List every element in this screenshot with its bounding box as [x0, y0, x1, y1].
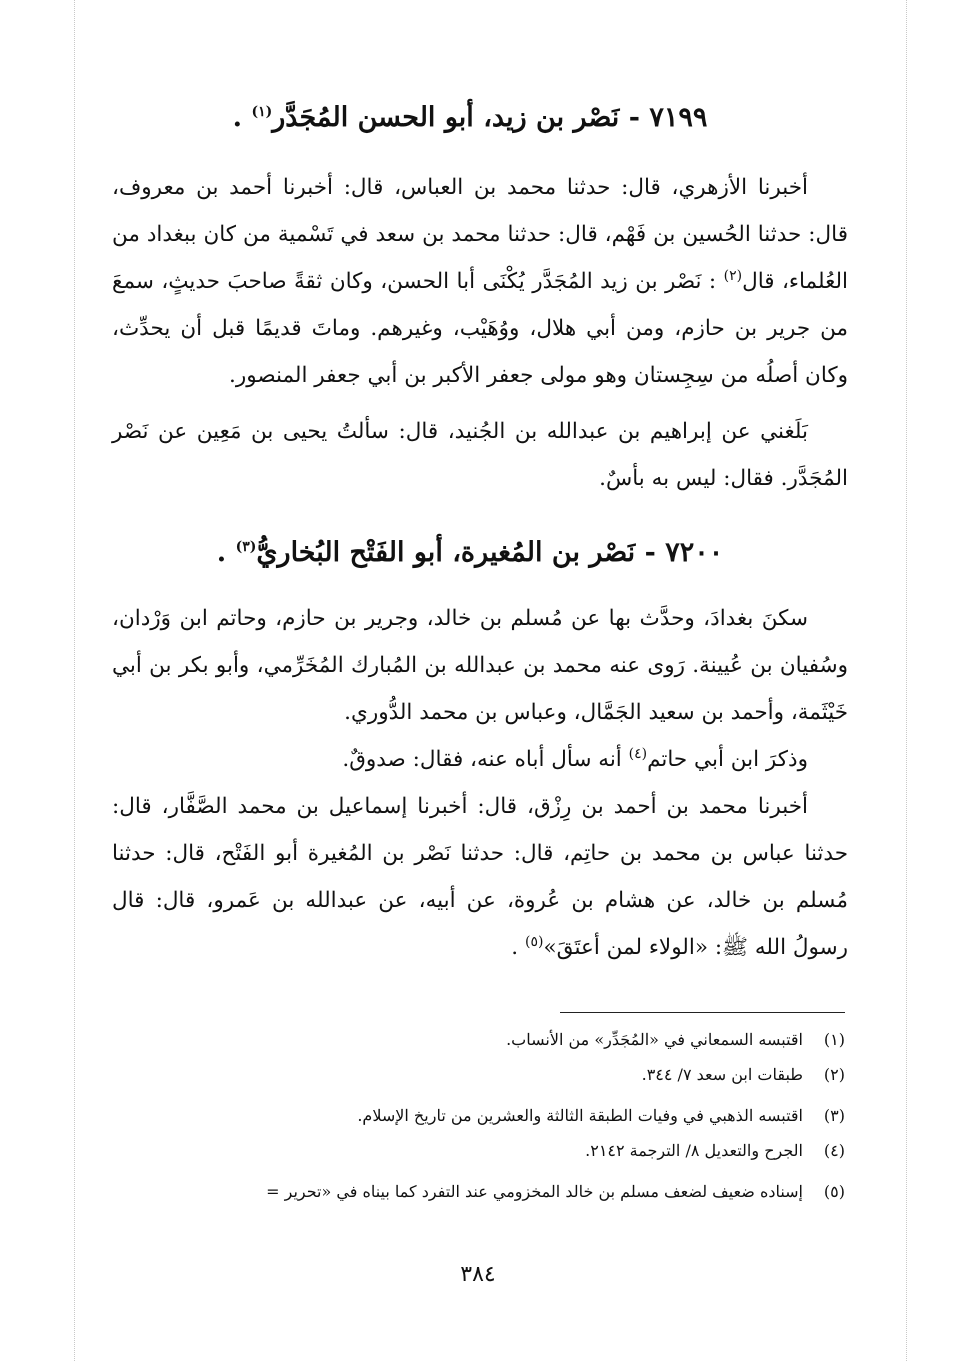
footnote-text: اقتبسه الذهبي في وفيات الطبقة الثالثة والعشرين من تاريخ الإسلام.	[357, 1106, 803, 1125]
footnote-ref: (٣)	[235, 539, 257, 555]
entry-title-end: .	[232, 102, 252, 133]
footnote-item	[100, 1133, 845, 1168]
footnote-ref: (٢)	[723, 267, 743, 284]
entry-title-end: .	[216, 537, 236, 568]
paragraph-text: : نَصْر بن زيد المُجَدَّر يُكْنَى أبا الحسن، وكان ثقةً صاحبَ حديثٍ، سمعَ من جرير بن حازم، ومن أبي هلال، ووُهَيْب، وغيرهم. وماتَ قديمًا قبل أن يحدِّث، وكان أصلُه من سِجِستان وهو مولى جعفر الأكبر بن أبي جعفر المنصور.	[112, 269, 848, 388]
margin-dots-right	[906, 0, 907, 1361]
footnote-item	[100, 1022, 845, 1057]
entry-title-text: ٧١٩٩ - نَصْر بن زيد، أبو الحسن المُجَدَّر	[272, 102, 708, 133]
footnote-number: (٣)	[823, 1106, 845, 1125]
paragraph-text: وذكرَ ابن أبي حاتم	[647, 747, 808, 772]
entry-body-7199	[112, 164, 848, 502]
footnote-text: إسناده ضعيف لضعف مسلم بن خالد المخزومي عند التفرد كما بيناه في «تحرير =	[266, 1182, 803, 1201]
entry-title-text: ٧٢٠٠ - نَصْر بن المُغيرة، أبو الفَتْح البُخاريُّ	[256, 537, 724, 568]
footnote-ref: (١)	[251, 104, 273, 120]
paragraph-text: أخبرنا محمد بن أحمد بن رِزْق، قال: أخبرنا إسماعيل بن محمد الصَّفَّار، قال: حدثنا عباس بن محمد بن حاتِم، قال: حدثنا نَصْر بن المُغيرة أبو الفَتْح، قال: حدثنا مُسلم بن خالد، عن هشام بن عُروة، عن أبيه، عن عبدالله بن عَمرو، قال: قال رسولُ الله ﷺ: «الولاء لمن أعتَقَ»	[112, 794, 848, 960]
entry-title-7199	[150, 98, 790, 138]
paragraph	[112, 164, 848, 399]
footnote-number: (١)	[823, 1030, 845, 1049]
paragraph-text: بَلَغني عن إبراهيم بن عبدالله بن الجُنيد، قال: سألتُ يحيى بن مَعِين عن نَصْر المُجَدَّر. فقال: ليس به بأسٌ.	[112, 419, 848, 491]
paragraph-text: .	[511, 935, 525, 960]
entry-title-7200	[150, 533, 790, 573]
footnotes	[100, 1022, 845, 1209]
footnote-text: اقتبسه السمعاني في «المُجَدِّر» من الأنساب.	[506, 1030, 803, 1049]
paragraph-text: أنه سأل أباه عنه، فقال: صدوقٌ.	[342, 747, 629, 772]
paragraph-text: أخبرنا الأزهري، قال: حدثنا محمد بن العباس، قال: أخبرنا أحمد بن معروف، قال: حدثنا الحُسين بن فَهْم، قال: حدثنا محمد بن سعد في تَسْمية من كان ببغداد من العُلماء، قال	[112, 175, 849, 294]
paragraph	[112, 408, 848, 502]
footnote-number: (٤)	[823, 1141, 845, 1160]
page-number: ٣٨٤	[460, 1262, 496, 1287]
footnote-text: الجرح والتعديل ٨/ الترجمة ٢١٤٢.	[585, 1141, 803, 1160]
paragraph	[112, 736, 848, 783]
paragraph	[112, 595, 848, 736]
entry-body-7200	[112, 595, 848, 971]
footnote-ref: (٥)	[524, 933, 544, 950]
footnote-item	[100, 1098, 845, 1133]
margin-dots-left	[74, 0, 75, 1361]
footnote-text: طبقات ابن سعد ٧/ ٣٤٤.	[641, 1065, 803, 1084]
footnote-item	[100, 1174, 845, 1209]
paragraph-text: سكنَ بغدادَ، وحدَّث بها عن مُسلم بن خالد، وجرير بن حازم، وحاتم ابن وَرْدان، وسُفيان بن عُيينة. رَوى عنه محمد بن عبدالله بن المُبارك المُخَرِّمي، وأبو بكر بن أبي خَيْثَمة، وأحمد بن سعيد الجَمَّال، وعباس بن محمد الدُّوري.	[112, 606, 848, 725]
footnote-number: (٥)	[823, 1182, 845, 1201]
footnote-number: (٢)	[823, 1065, 845, 1084]
footnote-ref: (٤)	[628, 745, 648, 762]
paragraph	[112, 783, 848, 971]
footnote-separator	[560, 1012, 845, 1013]
footnote-item	[100, 1057, 845, 1092]
